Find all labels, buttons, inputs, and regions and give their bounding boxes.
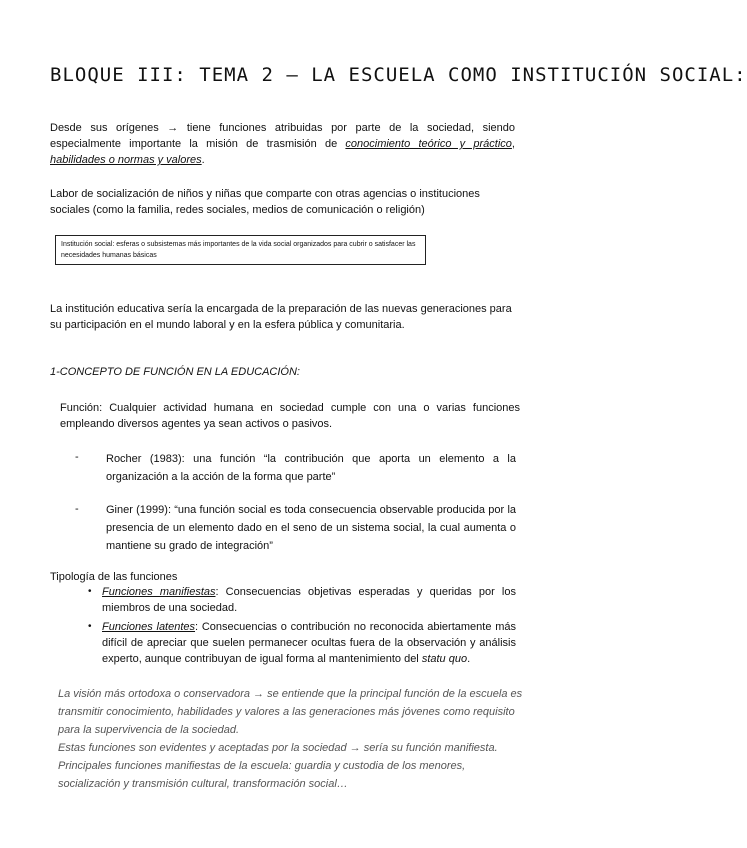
- statu-quo: statu quo: [421, 653, 468, 665]
- institution-paragraph: La institución educativa sería la encargada de la preparación de las nuevas generaciones para su participación en el mundo laboral y en la esfera pública y comunitaria.: [50, 303, 512, 331]
- typology-item-manifest: [102, 584, 516, 616]
- closing-line-3: Principales funciones manifiestas de la escuela: guardia y custodia de los menores, socialización y transmisión cultural, transformación social…: [58, 760, 466, 790]
- bullet-icon: •: [88, 621, 92, 632]
- bullet-icon: •: [88, 586, 92, 597]
- typology-heading: Tipología de las funciones: [50, 571, 178, 583]
- typology-item-latent: [102, 619, 516, 667]
- section-heading: 1-CONCEPTO DE FUNCIÓN EN LA EDUCACIÓN:: [50, 366, 300, 378]
- quote-giner: Giner (1999): “una función social es toda consecuencia observable producida por la presencia de un elemento dado en el seno de un sistema social, la cual aumenta o mantiene su grado de integración”: [106, 504, 516, 552]
- latent-period: .: [467, 653, 471, 665]
- intro-term-knowledge: conocimiento teórico y práctico: [345, 138, 512, 150]
- intro-period: .: [201, 154, 205, 166]
- quote-dash: -: [75, 503, 79, 515]
- manifest-text: : Consecuencias objetivas esperadas y queridas por los miembros de una sociedad.: [102, 586, 516, 614]
- intro-term-values: habilidades o normas y valores: [50, 154, 202, 166]
- page-title: BLOQUE III: TEMA 2 – LA ESCUELA COMO INSTITUCIÓN SOCIAL:: [50, 64, 747, 86]
- function-definition: Función: Cualquier actividad humana en sociedad cumple con una o varias funciones empleando diversos agentes ya sean activos o pasivos.: [60, 402, 520, 430]
- intro-separator: ,: [511, 138, 515, 150]
- socialization-paragraph: Labor de socialización de niños y niñas que comparte con otras agencias o instituciones sociales (como la familia, redes sociales, medios de comunicación o religión): [50, 188, 480, 216]
- latent-text: : Consecuencias o contribución no reconocida abiertamente más difícil de apreciar que suelen permanecer ocultas fuera de la observación y análisis experto, aunque contribuyan de igual forma al mantenimiento del: [102, 621, 516, 665]
- closing-line-1: La visión más ortodoxa o conservadora → se entiende que la principal función de la escuela es transmitir conocimiento, habilidades y valores a las generaciones más jóvenes como requisito para la supervivencia de la sociedad.: [58, 688, 523, 736]
- quote-dash: -: [75, 451, 79, 463]
- quote-rocher: Rocher (1983): una función “la contribución que aporta un elemento a la organización a la acción de la forma que parte”: [106, 453, 516, 483]
- term-latent: Funciones latentes: [102, 621, 196, 633]
- intro-text: Desde sus orígenes → tiene funciones atribuidas por parte de la sociedad, siendo especialmente importante la misión de trasmisión de: [50, 122, 515, 150]
- closing-line-2: Estas funciones son evidentes y aceptadas por la sociedad → sería su función manifiesta.: [58, 742, 498, 754]
- closing-paragraph: [58, 685, 528, 793]
- intro-paragraph: [50, 120, 515, 168]
- term-manifest: Funciones manifiestas: [102, 586, 216, 598]
- definition-box: Institución social: esferas o subsistemas más importantes de la vida social organizados para cubrir o satisfacer las necesidades humanas básicas: [55, 235, 426, 265]
